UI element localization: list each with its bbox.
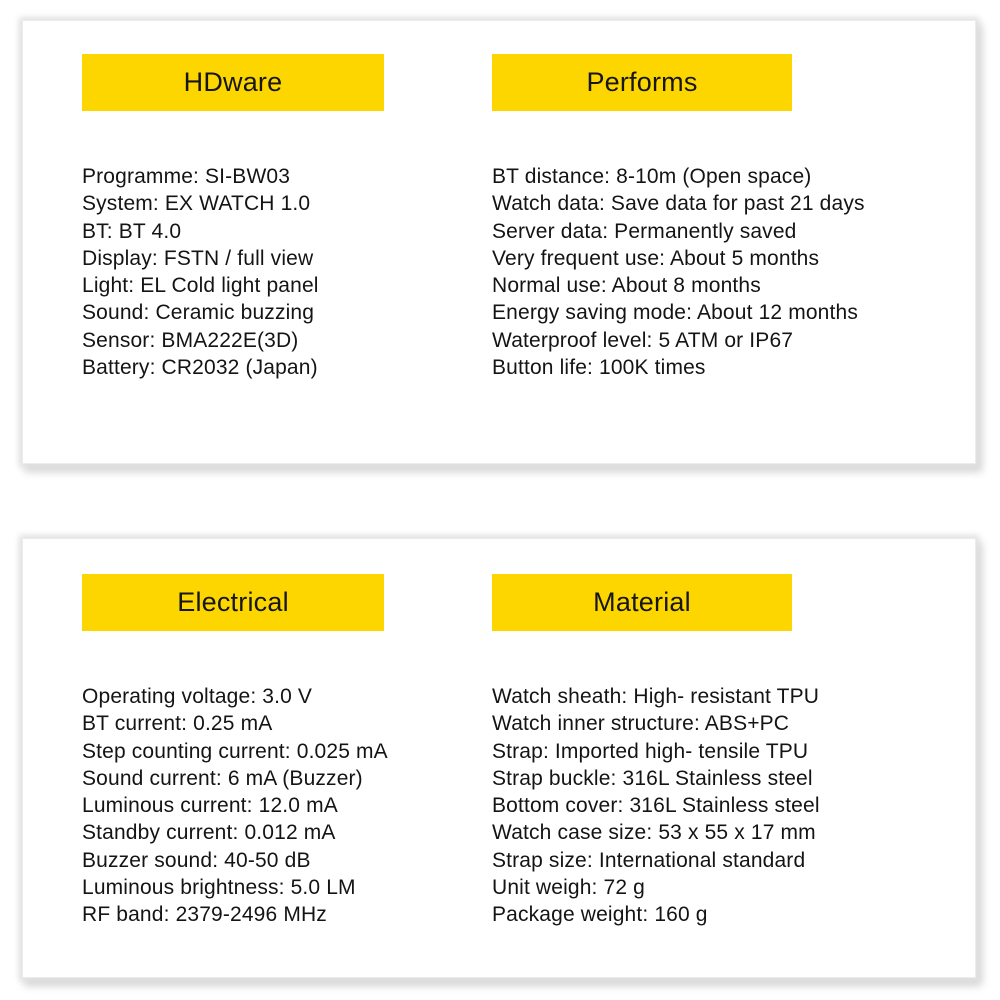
spec-item: Battery: CR2032 (Japan) bbox=[82, 356, 318, 380]
electrical-spec-list bbox=[82, 683, 388, 929]
spec-item: Step counting current: 0.025 mA bbox=[82, 739, 388, 763]
spec-item: Bottom cover: 316L Stainless steel bbox=[492, 794, 820, 818]
material-spec-list bbox=[492, 683, 820, 929]
spec-item: RF band: 2379-2496 MHz bbox=[82, 903, 327, 927]
spec-item: Watch case size: 53 x 55 x 17 mm bbox=[492, 821, 816, 845]
spec-item: Waterproof level: 5 ATM or IP67 bbox=[492, 328, 794, 352]
spec-item: Button life: 100K times bbox=[492, 356, 706, 380]
spec-item: Standby current: 0.012 mA bbox=[82, 821, 336, 845]
spec-item: Light: EL Cold light panel bbox=[82, 274, 319, 298]
hdware-spec-list bbox=[82, 163, 319, 381]
spec-card-bottom bbox=[22, 538, 976, 978]
spec-item: Energy saving mode: About 12 months bbox=[492, 301, 858, 325]
spec-item: BT current: 0.25 mA bbox=[82, 712, 273, 736]
spec-item: Watch inner structure: ABS+PC bbox=[492, 712, 790, 736]
hdware-header: HDware bbox=[82, 54, 384, 111]
spec-item: System: EX WATCH 1.0 bbox=[82, 192, 311, 216]
spec-item: Programme: SI-BW03 bbox=[82, 165, 291, 188]
material-header: Material bbox=[492, 574, 792, 631]
spec-item: Strap size: International standard bbox=[492, 848, 806, 872]
spec-item: Unit weigh: 72 g bbox=[492, 876, 645, 900]
spec-item: Very frequent use: About 5 months bbox=[492, 246, 820, 270]
electrical-header: Electrical bbox=[82, 574, 384, 631]
spec-item: BT: BT 4.0 bbox=[82, 219, 182, 243]
spec-item: Strap: Imported high- tensile TPU bbox=[492, 739, 809, 763]
spec-card-top bbox=[22, 20, 976, 464]
spec-item: Normal use: About 8 months bbox=[492, 274, 761, 298]
spec-item: Luminous current: 12.0 mA bbox=[82, 794, 338, 818]
spec-item: Sound current: 6 mA (Buzzer) bbox=[82, 766, 363, 790]
spec-item: Strap buckle: 316L Stainless steel bbox=[492, 766, 813, 790]
spec-item: BT distance: 8-10m (Open space) bbox=[492, 165, 812, 188]
spec-item: Sound: Ceramic buzzing bbox=[82, 301, 315, 325]
performs-header: Performs bbox=[492, 54, 792, 111]
spec-item: Watch data: Save data for past 21 days bbox=[492, 192, 865, 216]
spec-item: Watch sheath: High- resistant TPU bbox=[492, 685, 820, 708]
spec-item: Server data: Permanently saved bbox=[492, 219, 797, 243]
spec-item: Luminous brightness: 5.0 LM bbox=[82, 876, 356, 900]
spec-item: Display: FSTN / full view bbox=[82, 246, 314, 270]
performs-spec-list bbox=[492, 163, 865, 381]
spec-item: Buzzer sound: 40-50 dB bbox=[82, 848, 311, 872]
spec-item: Package weight: 160 g bbox=[492, 903, 708, 927]
spec-item: Sensor: BMA222E(3D) bbox=[82, 328, 299, 352]
spec-item: Operating voltage: 3.0 V bbox=[82, 685, 313, 708]
